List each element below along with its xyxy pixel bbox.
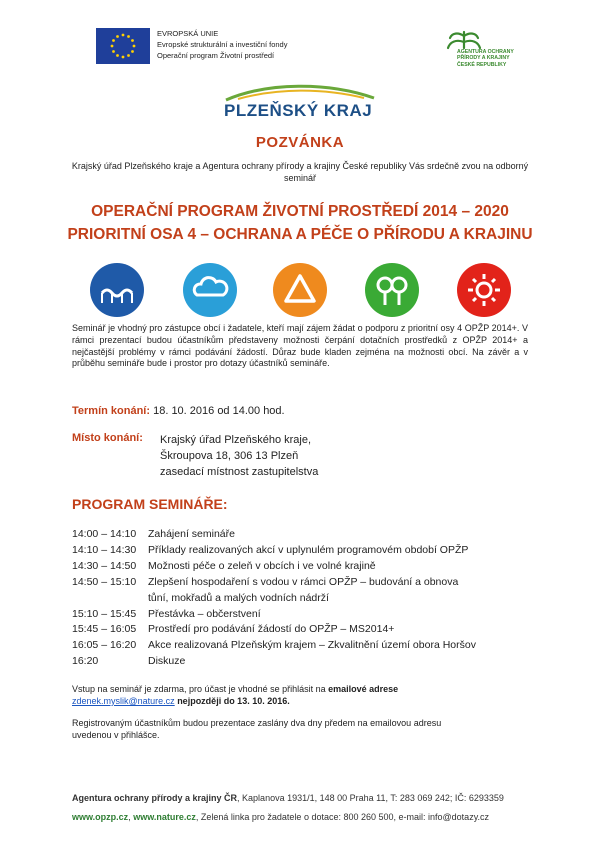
schedule-time: 14:30 – 14:50 [72,559,137,572]
schedule-row [72,654,476,670]
eu-line-3: Operační program Životní prostředí [157,51,275,60]
schedule-time: 14:00 – 14:10 [72,528,137,540]
footer-contact: , Zelená linka pro žadatele o dotace: 800 260 500, e-mail: info@dotazy.cz [195,812,490,822]
registration-email-link[interactable]: zdenek.myslik@nature.cz [72,696,175,706]
venue-address [160,432,318,480]
priority-axis-title: PRIORITNÍ OSA 4 – OCHRANA A PÉČE O PŘÍRODU A KRAJINU [67,226,533,243]
eu-caption [157,28,287,61]
schedule-activity: Přestávka – občerstvení [148,607,261,620]
venue-line-2: Škroupova 18, 306 13 Plzeň [160,450,299,462]
schedule-time: 15:45 – 16:05 [72,623,137,636]
schedule-time: 15:10 – 15:45 [72,607,137,620]
footer-link-opzp[interactable]: www.opzp.cz [72,812,129,822]
registration-deadline: nejpozději do 13. 10. 2016. [174,696,290,706]
schedule-activity: Prostředí pro podávání žádostí do OPŽP – MS2014+ [148,623,395,636]
registration-email-label: emailové adrese [328,684,399,694]
schedule-activity: Zahájení semináře [148,528,235,540]
registration-info [72,683,398,707]
energy-icon [457,263,511,317]
footer-sep: , [128,812,134,822]
schedule-activity: Akce realizovaná Plzeňským krajem – Zkvalitnění území obora Horšov [148,639,476,652]
water-icon [90,263,144,317]
event-date [72,405,285,417]
schedule-list [72,527,476,670]
waste-icon [273,263,327,317]
footer-address [72,793,504,803]
schedule-activity-continuation: tůní, mokřadů a malých vodních nádrží [148,591,329,604]
schedule-row [72,638,476,654]
aopk-caption [457,49,514,68]
aopk-line-2: PŘÍRODY A KRAJINY [457,55,510,62]
presentation-note: Registrovaným účastníkům budou prezentace zaslány dva dny předem na emailovou adresu uvedenou v přihlášce. [72,718,442,740]
schedule-time: 16:05 – 16:20 [72,639,137,652]
footer-link-nature[interactable]: www.nature.cz [133,812,196,822]
venue-label: Místo konání: [72,432,143,444]
venue-line-1: Krajský úřad Plzeňského kraje, [160,434,312,446]
air-icon [183,263,237,317]
eu-line-2: Evropské strukturální a investiční fondy [157,40,288,49]
region-logo-text: PLZEŇSKÝ KRAJ [224,101,373,120]
footer-org: Agentura ochrany přírody a krajiny ČR [72,793,238,803]
nature-icon [365,263,419,317]
program-title: OPERAČNÍ PROGRAM ŽIVOTNÍ PROSTŘEDÍ 2014 – 2020 [91,203,509,220]
schedule-heading: PROGRAM SEMINÁŘE: [72,496,228,512]
schedule-time: 14:50 – 15:10 [72,575,137,588]
schedule-row [72,543,476,559]
event-date-value: 18. 10. 2016 od 14.00 hod. [153,405,285,417]
schedule-row [72,607,476,623]
intro-text: Krajský úřad Plzeňského kraje a Agentura ochrany přírody a krajiny České republiky Vás srdečně zvou na odborný seminář [71,161,529,183]
schedule-row [72,622,476,638]
schedule-row [72,559,476,575]
footer-address-text: , Kaplanova 1931/1, 148 00 Praha 11, T: 283 069 242; IČ: 6293359 [237,793,504,803]
schedule-activity: Diskuze [148,655,186,668]
eu-flag-icon [96,28,150,64]
schedule-time: 14:10 – 14:30 [72,543,137,556]
invitation-heading: POZVÁNKA [255,134,345,151]
schedule-activity: Možnosti péče o zeleň v obcích i ve volné krajině [148,559,376,572]
schedule-row [72,575,476,591]
registration-text: Vstup na seminář je zdarma, pro účast je vhodné se přihlásit na [72,684,329,694]
footer-links [72,812,489,822]
eu-line-1: EVROPSKÁ UNIE [157,29,219,38]
schedule-time: 16:20 [72,655,99,668]
seminar-description: Seminář je vhodný pro zástupce obcí i žadatele, kteří mají zájem žádat o podporu z prioritní osy 4 OPŽP 2014+. V rámci prezentací budou účastníkům představeny možnosti čerpání dotačních prostředků z OPŽP 2014+ a nejčastější problémy v rámci podávání žádostí. Důraz bude kladen zejména na možnosti obcí. Na závěr a v průběhu semináře bude i prostor pro dotazy účastníků semináře. [72,323,528,369]
schedule-activity: Zlepšení hospodaření s vodou v rámci OPŽP – budování a obnova [148,575,459,588]
schedule-activity: Příklady realizovaných akcí v uplynulém programovém období OPŽP [148,543,469,556]
aopk-line-3: ČESKÉ REPUBLIKY [457,61,507,68]
schedule-row [72,527,476,543]
event-date-label: Termín konání: [72,405,151,417]
venue-line-3: zasedací místnost zastupitelstva [160,466,319,478]
aopk-line-1: AGENTURA OCHRANY [457,49,514,55]
